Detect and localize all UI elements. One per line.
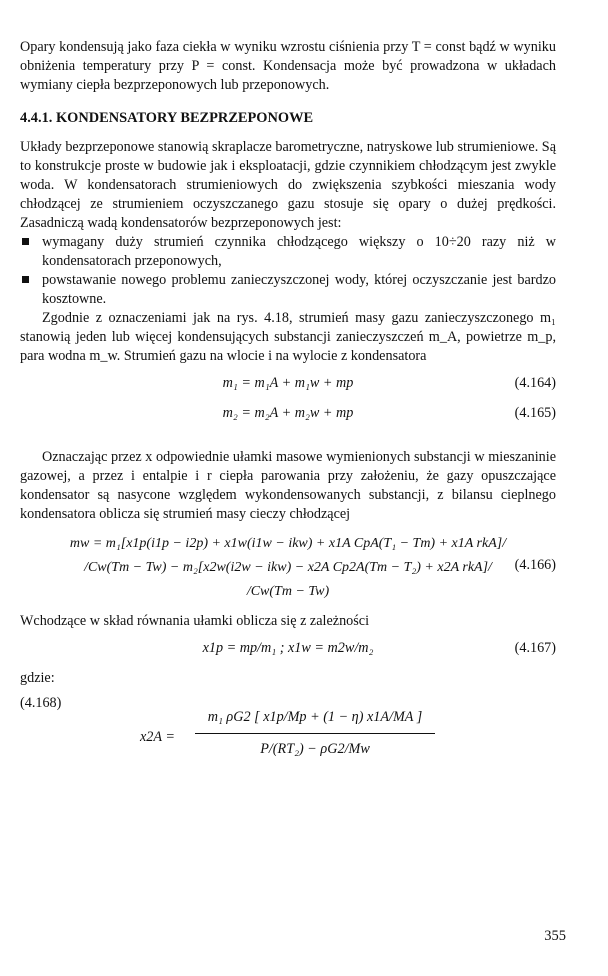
equation-number: (4.166)	[514, 557, 556, 573]
page-body	[20, 38, 556, 790]
bullet-list	[20, 233, 556, 309]
fraction-numerator: m₁ ρG2 [ x1p/Mp + (1 − η) x1A/MA ]	[195, 708, 435, 734]
paragraph-4: Wchodzące w skład równania ułamki oblicza się z zależności	[20, 613, 370, 629]
equation-number: (4.164)	[514, 375, 556, 391]
paragraph-2: Zgodnie z oznaczeniami jak na rys. 4.18, strumień masy gazu zanieczyszczonego m₁ stanowią jeden lub więcej kondensujących substancji zanieczyszczeń m_A, powietrze m_p, para wodna m_w. Strumień gazu na wlocie i na wylocie z kondensatora	[20, 310, 556, 364]
equation-4-167: x1p = mp/m₁ ; x1w = m2w/m₂ (4.167)	[202, 640, 556, 656]
equation-number: (4.167)	[514, 640, 556, 656]
equation-4-164: m₁ = m₁A + m₁w + mp (4.164)	[222, 375, 556, 391]
equation-4-165: m₂ = m₂A + m₂w + mp (4.165)	[222, 405, 556, 421]
equation-4-168: x2A = $\frac{\text{m₁ ρG2 [ x1p/Mp + (1 − η) x1A/MA ]}}{\text{P/(RT₂) − ρG2/Mw}}$ (4.168)	[20, 694, 556, 790]
bullet-square-icon	[22, 238, 29, 245]
list-item: wymagany duży strumień czynnika chłodzącego większy o 10÷20 razy niż w kondensatorach przeponowych,	[20, 233, 556, 271]
gdzie-label: gdzie:	[20, 670, 55, 686]
intro-paragraph: Opary kondensują jako faza ciekła w wyniku wzrostu ciśnienia przy T = const bądź w wyniku obniżenia temperatury przy P = const. Kondensacja może być prowadzona w układach wymiany ciepła bezprzeponowych lub przeponowych.	[20, 39, 556, 93]
paragraph-1: Układy bezprzeponowe stanowią skraplacze barometryczne, natryskowe lub strumieniowe. Są to konstrukcje proste w budowie jak i eksploatacji, gdzie czynnikiem chłodzącym jest zwykle woda. W kondensatorach strumieniowych do zwiększenia szybkości mieszania wody chłodzącej ze strumieniem oczyszczanego gazu stosuje się opary o dużej prędkości. Zasadniczą wadą kondensatorów bezprzeponowych jest:	[20, 139, 556, 231]
list-item: powstawanie nowego problemu zanieczyszczonej wody, której oczyszczanie jest bardzo kosztowne.	[20, 271, 556, 309]
paragraph-3: Oznaczając przez x odpowiednie ułamki masowe wymienionych substancji w mieszaninie gazowej, a przez i entalpie i r ciepła parowania przy założeniu, że gazy opuszczające kondensator są nasycone względem wykondensowanych substancji, z bilansu cieplnego kondensatora oblicza się strumień masy cieczy chłodzącej	[20, 449, 556, 522]
equation-number: (4.168)	[20, 695, 62, 711]
equation-4-166: mw = m₁[x1p(i1p − i2p) + x1w(i1w − ikw) + x1A CpA(T₁ − Tm) + x1A rkA]/ /Cw(Tm − Tw) − m₂[x2w(i2w − ikw) − x2A Cp2A(Tm − T₂) + x2A rkA]/ /Cw(Tm − Tw) (4.166)	[69, 536, 556, 599]
bullet-square-icon	[22, 276, 29, 283]
page-number: 355	[544, 928, 566, 944]
fraction-denominator: P/(RT₂) − ρG2/Mw	[260, 741, 370, 757]
equation-number: (4.165)	[514, 405, 556, 421]
section-heading: 4.4.1. KONDENSATORY BEZPRZEPONOWE	[20, 110, 314, 126]
